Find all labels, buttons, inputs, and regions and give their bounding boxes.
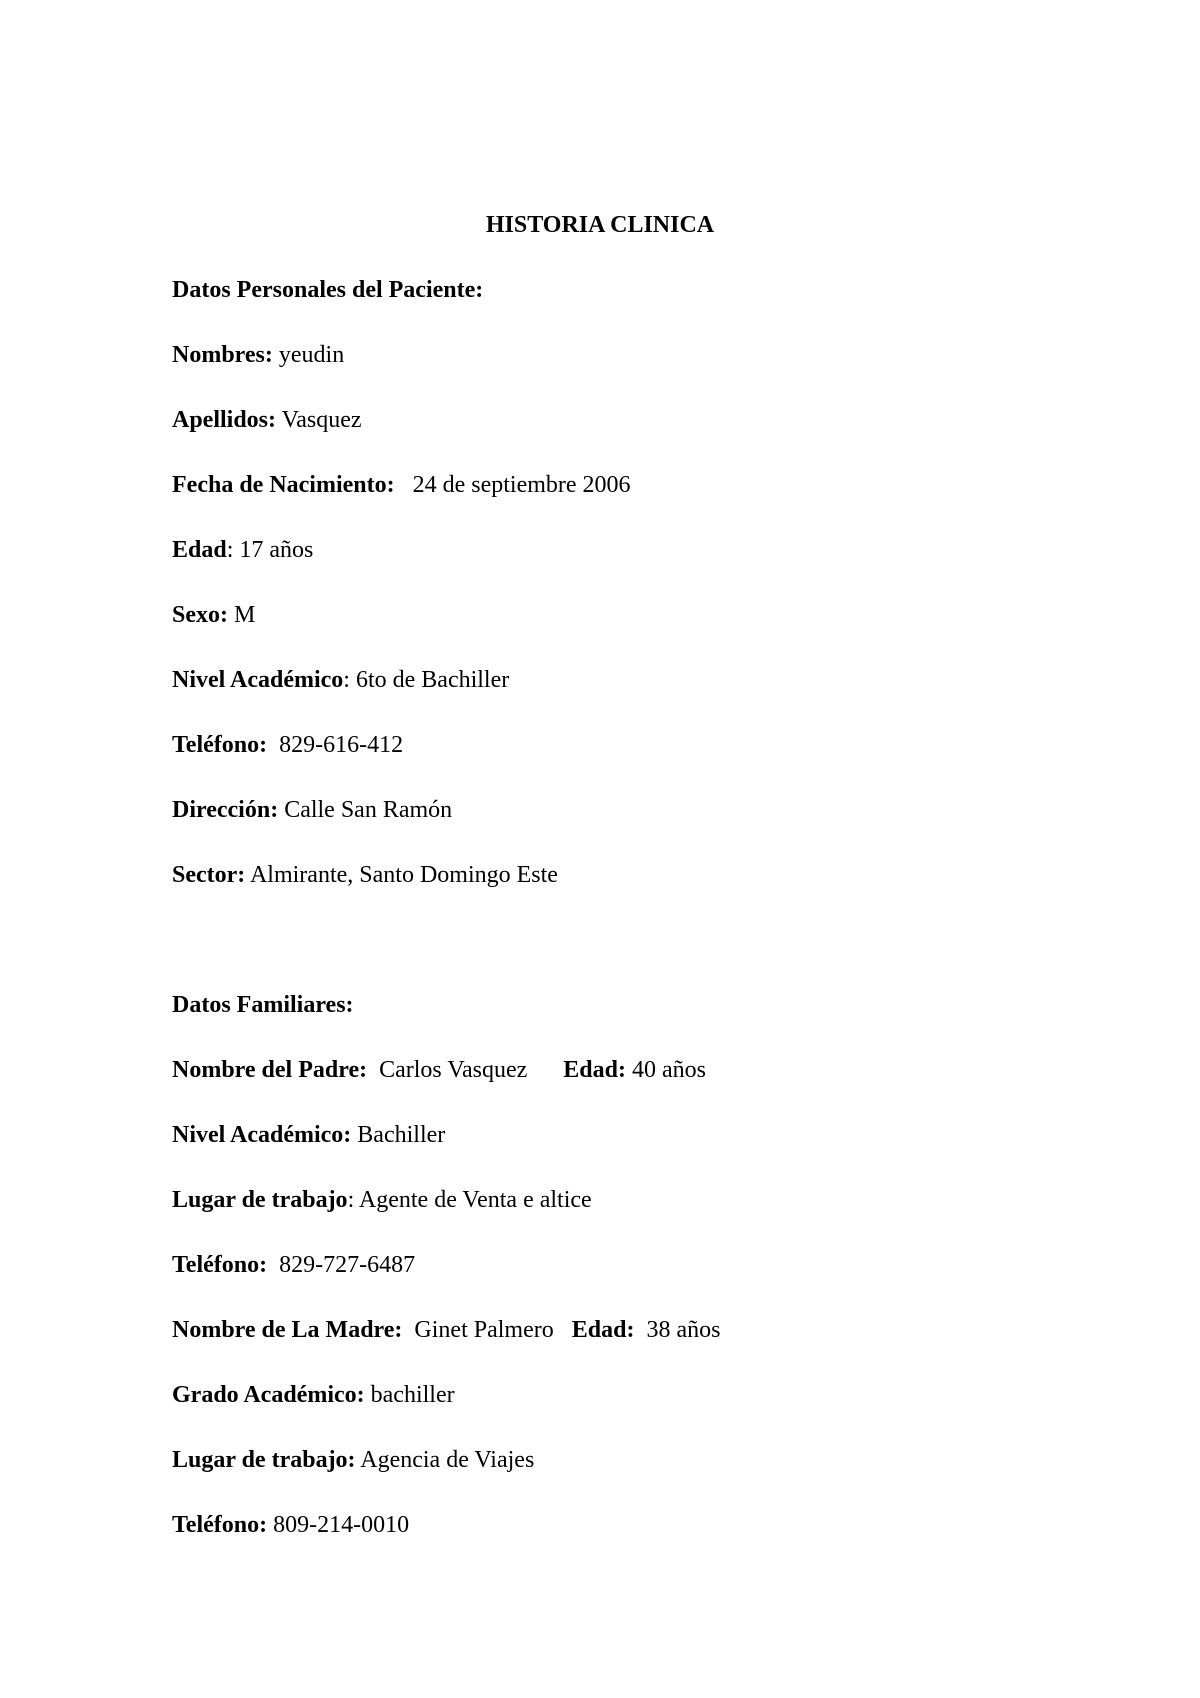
nombres-row: [172, 340, 344, 370]
nombres-label: Nombres:: [172, 342, 273, 368]
madre-row: [172, 1315, 720, 1345]
madre-value: Ginet Palmero: [402, 1317, 572, 1343]
edad-value: : 17 años: [226, 537, 314, 563]
nivel-academico-value: : 6to de Bachiller: [343, 667, 510, 693]
apellidos-row: [172, 405, 362, 435]
direccion-label: Dirección:: [172, 797, 279, 823]
telefono-value: 829-616-412: [267, 732, 404, 758]
madre-trabajo-label: Lugar de trabajo:: [172, 1447, 356, 1473]
apellidos-value: Vasquez: [276, 407, 362, 433]
family-data-heading: Datos Familiares:: [172, 992, 354, 1018]
nivel-academico-label: Nivel Académico: [172, 667, 344, 693]
direccion-value: Calle San Ramón: [278, 797, 453, 823]
personal-data-heading: Datos Personales del Paciente:: [172, 277, 484, 303]
padre-trabajo-row: [172, 1185, 592, 1215]
padre-value: Carlos Vasquez: [367, 1057, 564, 1083]
telefono-row: [172, 730, 403, 760]
sector-row: [172, 860, 558, 890]
madre-edad-value: 38 años: [634, 1317, 721, 1343]
padre-edad-value: 40 años: [626, 1057, 706, 1083]
madre-edad-label: Edad:: [571, 1317, 635, 1343]
apellidos-label: Apellidos:: [172, 407, 277, 433]
direccion-row: [172, 795, 452, 825]
document-title: HISTORIA CLINICA: [485, 212, 715, 238]
madre-label: Nombre de La Madre:: [172, 1317, 403, 1343]
madre-trabajo-value: Agencia de Viajes: [355, 1447, 535, 1473]
padre-telefono-label: Teléfono:: [172, 1252, 268, 1278]
madre-telefono-row: [172, 1510, 409, 1540]
nombres-value: yeudin: [272, 342, 345, 368]
nivel-academico-row: [172, 665, 509, 695]
edad-row: [172, 535, 313, 565]
madre-grado-row: [172, 1380, 455, 1410]
madre-grado-value: bachiller: [364, 1382, 455, 1408]
padre-telefono-row: [172, 1250, 415, 1280]
padre-edad-label: Edad:: [563, 1057, 626, 1083]
telefono-label: Teléfono:: [172, 732, 268, 758]
padre-label: Nombre del Padre:: [172, 1057, 368, 1083]
padre-nivel-value: Bachiller: [351, 1122, 446, 1148]
sexo-row: [172, 600, 255, 630]
madre-grado-label: Grado Académico:: [172, 1382, 365, 1408]
sector-label: Sector:: [172, 862, 246, 888]
edad-label: Edad: [172, 537, 227, 563]
padre-nivel-label: Nivel Académico:: [172, 1122, 352, 1148]
sector-value: Almirante, Santo Domingo Este: [245, 862, 558, 888]
padre-trabajo-value: : Agente de Venta e altice: [347, 1187, 592, 1213]
fecha-nacimiento-row: [172, 470, 631, 500]
fecha-nacimiento-value: 24 de septiembre 2006: [394, 472, 631, 498]
madre-telefono-value: 809-214-0010: [267, 1512, 410, 1538]
padre-telefono-value: 829-727-6487: [267, 1252, 416, 1278]
padre-nivel-row: [172, 1120, 445, 1150]
fecha-nacimiento-label: Fecha de Nacimiento:: [172, 472, 395, 498]
sexo-label: Sexo:: [172, 602, 228, 628]
padre-trabajo-label: Lugar de trabajo: [172, 1187, 348, 1213]
sexo-value: M: [228, 602, 256, 628]
madre-trabajo-row: [172, 1445, 534, 1475]
madre-telefono-label: Teléfono:: [172, 1512, 268, 1538]
padre-row: [172, 1055, 706, 1085]
